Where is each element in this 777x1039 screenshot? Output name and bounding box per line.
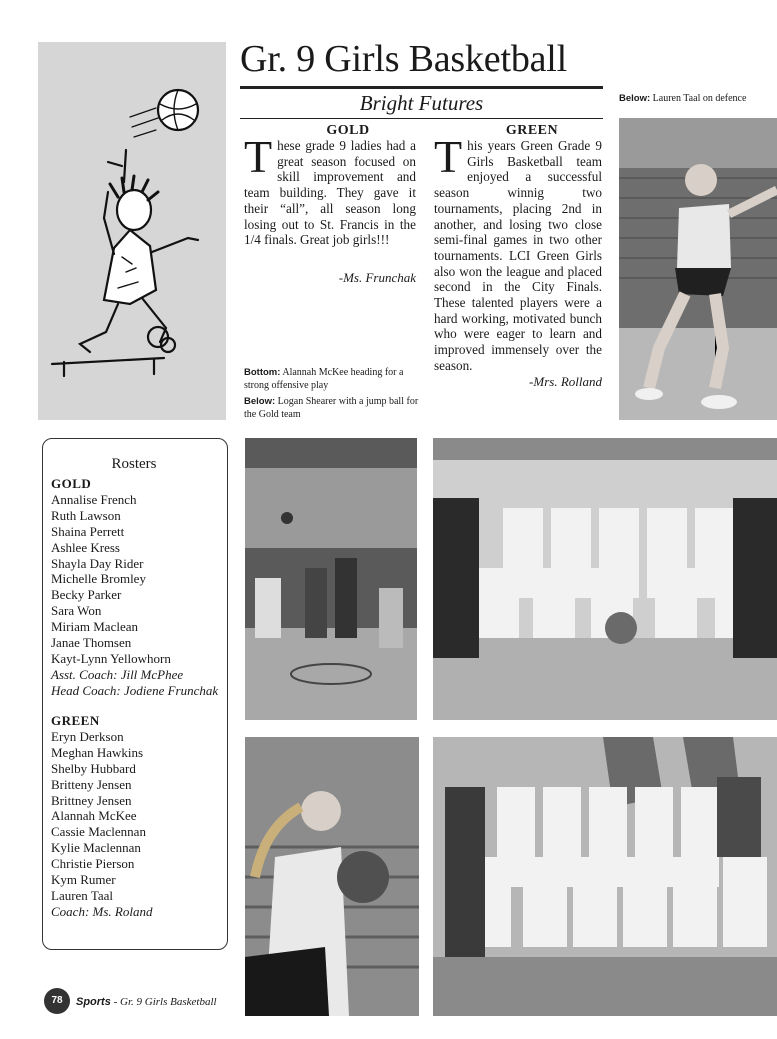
photo-green-team <box>433 737 777 1016</box>
cartoon-panel <box>38 42 226 420</box>
green-body: his years Green Grade 9 Girls Basketball team enjoyed a successful season winnig two tournaments, placing 2nd in another, and losing two close semi-final games in two other tournaments. LCI Green Girls also won the league and placed second in the City Finals. These talented players were a hard working, motivated bunch who were eager to learn and improved immensely over the season. <box>434 138 602 373</box>
roster-player: Shayla Day Rider <box>51 555 144 571</box>
subtitle-rule <box>240 118 603 119</box>
roster-player: Shaina Perrett <box>51 523 125 539</box>
green-dropcap: T <box>434 131 463 182</box>
roster-player: Kylie Maclennan <box>51 840 141 856</box>
gold-dropcap: T <box>244 131 273 182</box>
roster-player: Kym Rumer <box>51 872 116 888</box>
green-article <box>434 124 602 374</box>
roster-player: Kayt-Lynn Yellowhorn <box>51 650 171 666</box>
title-rule <box>240 86 603 89</box>
roster-player: Meghan Hawkins <box>51 744 144 760</box>
roster-player: Shelby Hubbard <box>51 760 136 776</box>
roster-player: Michelle Bromley <box>51 571 146 587</box>
green-article-text <box>434 131 602 374</box>
roster-player: Brittney Jensen <box>51 792 132 808</box>
page-title: Gr. 9 Girls Basketball <box>240 38 568 80</box>
green-heading: GREEN <box>505 123 559 138</box>
roster-player: Janae Thomsen <box>51 635 132 651</box>
basketball-player-cartoon-icon <box>38 42 226 420</box>
roster-player: Christie Pierson <box>51 856 135 872</box>
photo-alannah-mckee-offense <box>245 438 417 720</box>
caption-alannah-mckee: Bottom: Alannah McKee heading for a strong offensive play <box>244 367 404 391</box>
roster-player: Alannah McKee <box>51 808 137 824</box>
roster-player: Lauren Taal <box>51 887 114 903</box>
gold-body: hese grade 9 ladies had a great season focused on skill improvement and team building. They gave it their “all”, all season long losing out to St. Francis in the 1/4 finals. Great job girls!!! <box>244 138 416 248</box>
rosters-title: Rosters <box>111 456 157 472</box>
roster-player: Miriam Maclean <box>51 619 138 635</box>
green-coach: Coach: Ms. Roland <box>51 903 153 919</box>
roster-player: Annalise French <box>51 491 137 507</box>
gold-heading: GOLD <box>326 123 370 138</box>
roster-player: Britteny Jensen <box>51 776 132 792</box>
gold-head-coach: Head Coach: Jodiene Frunchak <box>51 682 219 698</box>
roster-player: Eryn Derkson <box>51 728 124 744</box>
gold-roster-heading: GOLD <box>51 476 92 491</box>
roster-player: Cassie Maclennan <box>51 824 146 840</box>
footer-section-label: Sports - Gr. 9 Girls Basketball <box>76 996 217 1008</box>
caption-lauren-taal: Below: Lauren Taal on defence <box>619 93 747 104</box>
caption-logan-shearer: Below: Logan Shearer with a jump ball for the Gold team <box>244 396 419 420</box>
gold-article-text <box>244 131 416 248</box>
green-roster-heading: GREEN <box>51 713 100 728</box>
photo-gold-team <box>433 438 777 720</box>
page-subtitle: Bright Futures <box>359 91 484 115</box>
green-signature: -Mrs. Rolland <box>529 374 602 389</box>
gold-article <box>244 124 416 248</box>
green-roster <box>51 713 152 920</box>
roster-player: Ruth Lawson <box>51 507 121 523</box>
photo-logan-shearer-jump-ball <box>245 737 419 1016</box>
photo-lauren-taal-defence <box>619 118 777 420</box>
gold-asst-coach: Asst. Coach: Jill McPhee <box>51 666 184 682</box>
roster-player: Sara Won <box>51 603 102 619</box>
roster-player: Ashlee Kress <box>51 539 120 555</box>
roster-player: Becky Parker <box>51 587 122 603</box>
gold-roster <box>51 476 218 699</box>
page-number: 78 <box>44 988 70 1014</box>
gold-signature: -Ms. Frunchak <box>338 270 416 285</box>
